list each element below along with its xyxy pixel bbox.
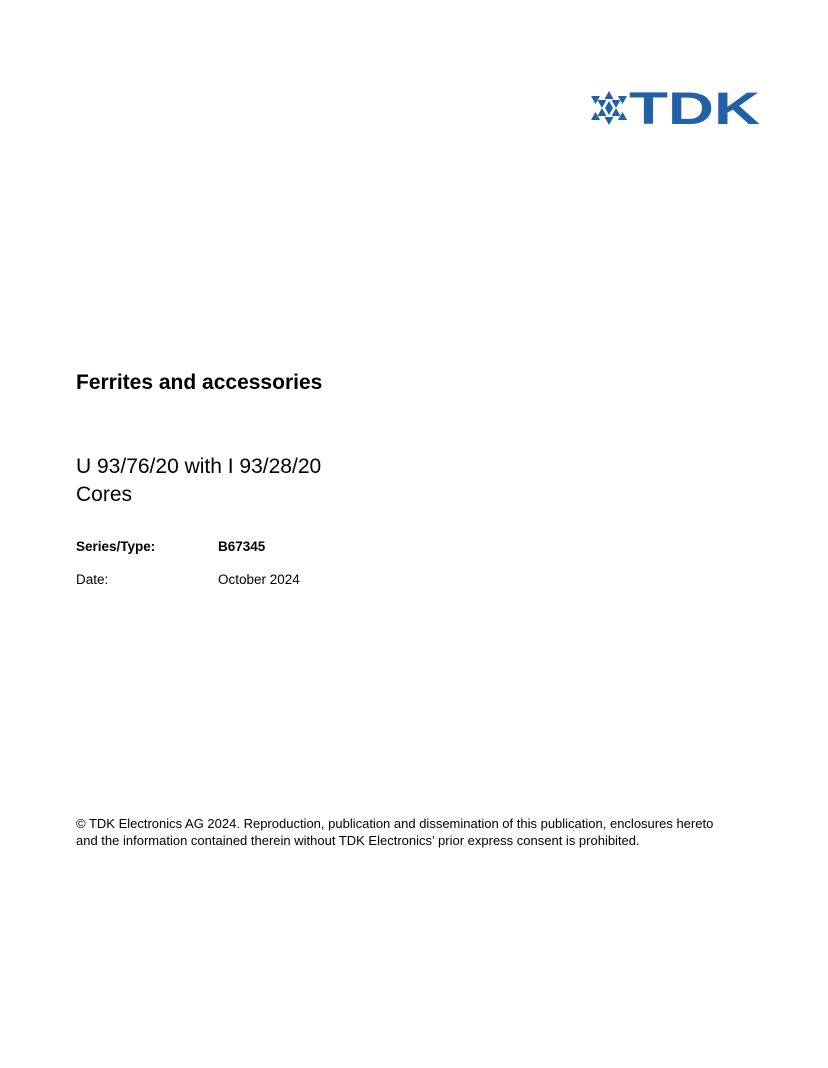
copyright-line-1: © TDK Electronics AG 2024. Reproduction, publication and dissemination of this publication, enclosures hereto [76, 816, 714, 831]
series-type-value: B67345 [218, 539, 266, 554]
document-heading: Ferrites and accessories [76, 371, 323, 394]
tdk-emblem-icon [591, 91, 627, 125]
date-label: Date: [76, 572, 109, 587]
product-title [76, 453, 321, 509]
date-value: October 2024 [218, 572, 300, 587]
copyright-line-2: and the information contained therein without TDK Electronics’ prior express consent is prohibited. [76, 832, 640, 848]
series-type-label: Series/Type: [76, 539, 156, 554]
tdk-logo-wordmark: TDK [629, 88, 761, 128]
product-title-line-1: U 93/76/20 with I 93/28/20 [76, 455, 322, 478]
tdk-logo [589, 88, 761, 128]
copyright-notice [76, 816, 766, 849]
product-title-line-2: Cores [76, 483, 133, 506]
